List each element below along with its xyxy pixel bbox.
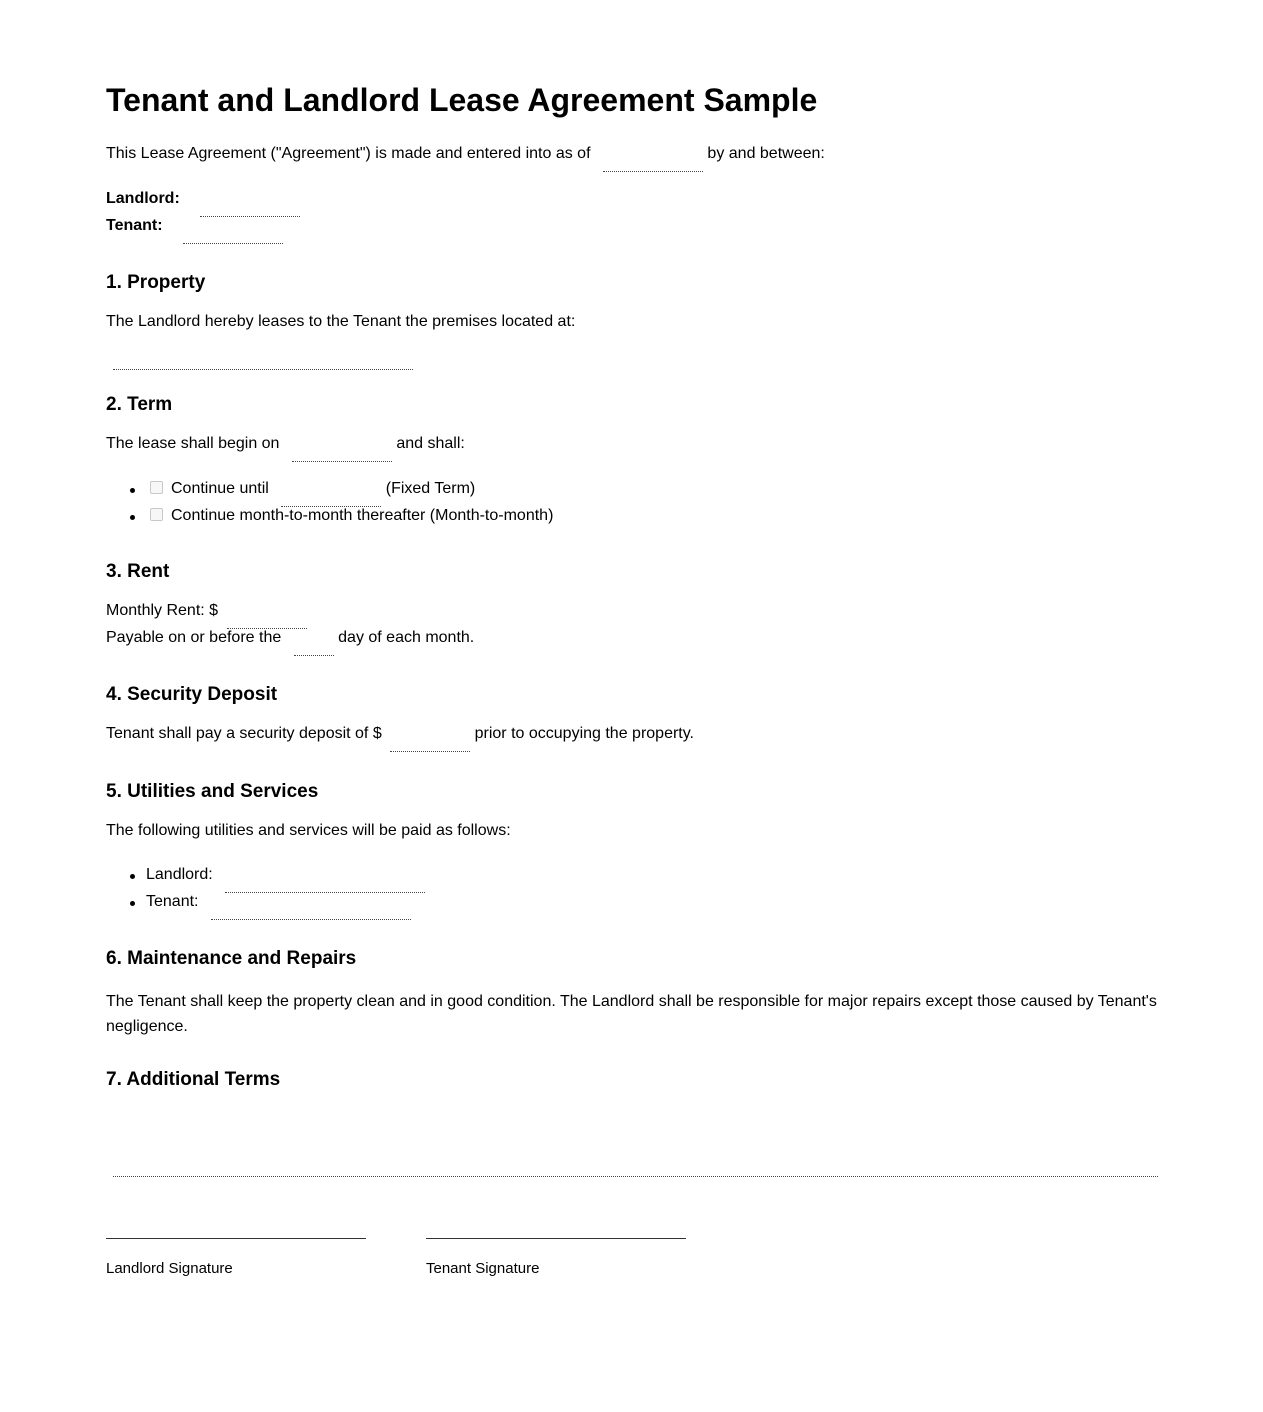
intro-paragraph bbox=[106, 145, 825, 164]
fixed-term-label: Continue until bbox=[171, 480, 269, 497]
landlord-signature-label: Landlord Signature bbox=[106, 1260, 233, 1277]
additional-terms-field[interactable] bbox=[113, 1110, 1158, 1177]
section-heading-rent: 3. Rent bbox=[106, 561, 170, 582]
tenant-name-field[interactable] bbox=[183, 225, 283, 244]
term-options-list bbox=[106, 480, 553, 534]
month-to-month-label: Continue month-to-month thereafter (Month-to-month) bbox=[171, 507, 554, 524]
tenant-signature-block bbox=[426, 1238, 686, 1277]
tenant-signature-label: Tenant Signature bbox=[426, 1260, 540, 1277]
term-start-row bbox=[106, 435, 465, 454]
section-heading-maintenance: 6. Maintenance and Repairs bbox=[106, 948, 357, 969]
property-address-row bbox=[106, 343, 413, 362]
landlord-signature-block bbox=[106, 1238, 366, 1277]
utilities-tenant-field[interactable] bbox=[211, 901, 411, 920]
rent-due-text-after: day of each month. bbox=[338, 629, 475, 646]
fixed-term-suffix: (Fixed Term) bbox=[385, 480, 476, 497]
agreement-date-field[interactable] bbox=[603, 153, 703, 172]
rent-due-day-field[interactable] bbox=[294, 637, 334, 656]
intro-text-before: This Lease Agreement ("Agreement") is made and entered into as of bbox=[106, 145, 591, 162]
tenant-signature-line[interactable] bbox=[426, 1238, 686, 1239]
lease-start-date-field[interactable] bbox=[292, 443, 392, 462]
tenant-party-row bbox=[106, 217, 283, 236]
utilities-item-tenant bbox=[106, 893, 425, 920]
security-deposit-field[interactable] bbox=[390, 733, 470, 752]
deposit-row bbox=[106, 725, 694, 744]
term-text-after: and shall: bbox=[396, 435, 465, 452]
utilities-tenant-label: Tenant: bbox=[146, 893, 199, 910]
monthly-rent-field[interactable] bbox=[227, 610, 307, 629]
rent-due-text-before: Payable on or before the bbox=[106, 629, 282, 646]
monthly-rent-row bbox=[106, 602, 307, 621]
maintenance-text: The Tenant shall keep the property clean and in good condition. The Landlord shall be responsible for major repairs except those caused by Tenant's negligence. bbox=[106, 993, 1157, 1035]
term-option-month-to-month bbox=[106, 507, 553, 534]
term-option-fixed bbox=[106, 480, 553, 507]
rent-due-row bbox=[106, 629, 474, 648]
fixed-term-checkbox[interactable] bbox=[150, 481, 163, 494]
section-heading-term: 2. Term bbox=[106, 394, 173, 415]
monthly-rent-label: Monthly Rent: $ bbox=[106, 602, 219, 619]
utilities-text: The following utilities and services will be paid as follows: bbox=[106, 822, 511, 839]
section-heading-utilities: 5. Utilities and Services bbox=[106, 781, 319, 802]
deposit-text-before: Tenant shall pay a security deposit of $ bbox=[106, 725, 382, 742]
month-to-month-checkbox[interactable] bbox=[150, 508, 163, 521]
lease-end-date-field[interactable] bbox=[281, 488, 381, 507]
intro-text-after: by and between: bbox=[707, 145, 825, 162]
landlord-party-row bbox=[106, 190, 300, 209]
landlord-party-label: Landlord: bbox=[106, 190, 180, 207]
utilities-list bbox=[106, 866, 425, 920]
section-heading-property: 1. Property bbox=[106, 272, 206, 293]
section-heading-additional-terms: 7. Additional Terms bbox=[106, 1069, 281, 1090]
term-text-before: The lease shall begin on bbox=[106, 435, 280, 452]
property-text: The Landlord hereby leases to the Tenant the premises located at: bbox=[106, 313, 576, 330]
tenant-party-label: Tenant: bbox=[106, 217, 163, 234]
page-title: Tenant and Landlord Lease Agreement Sample bbox=[106, 82, 818, 118]
property-address-field[interactable] bbox=[113, 351, 413, 370]
section-heading-deposit: 4. Security Deposit bbox=[106, 684, 278, 705]
landlord-signature-line[interactable] bbox=[106, 1238, 366, 1239]
utilities-landlord-field[interactable] bbox=[225, 874, 425, 893]
utilities-item-landlord bbox=[106, 866, 425, 893]
landlord-name-field[interactable] bbox=[200, 198, 300, 217]
utilities-landlord-label: Landlord: bbox=[146, 866, 213, 883]
deposit-text-after: prior to occupying the property. bbox=[474, 725, 694, 742]
